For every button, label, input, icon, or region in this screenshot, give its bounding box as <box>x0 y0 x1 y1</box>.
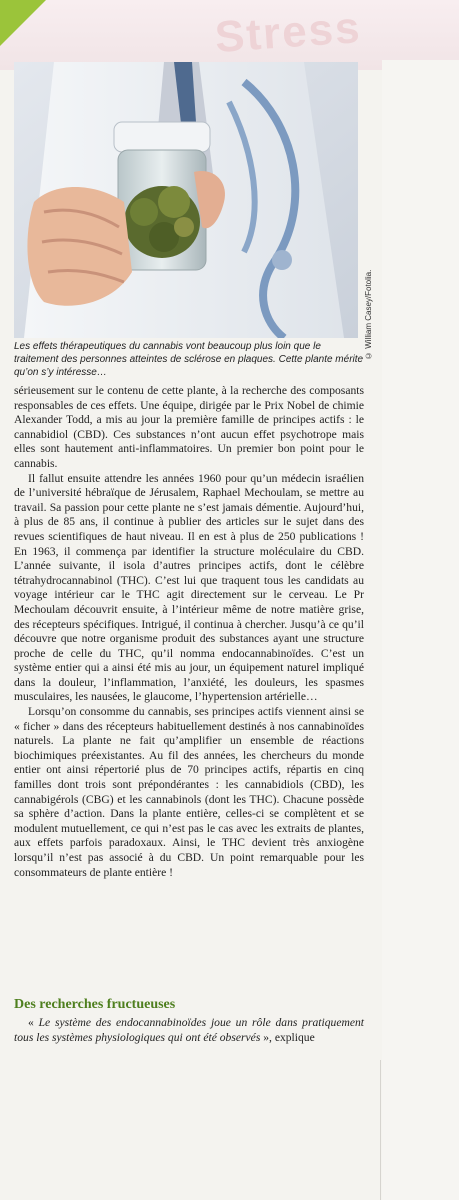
photo-illustration <box>14 62 358 338</box>
article-body <box>14 384 364 880</box>
page-fold-line <box>380 1060 381 1200</box>
section-quote-paragraph <box>14 1016 364 1045</box>
article-photo-doctor-cannabis-jar <box>14 62 358 338</box>
article-paragraph: Il fallut ensuite attendre les années 1960 pour qu’un médecin israélien de l’université hébraïque de Jérusalem, Raphael Mechoulam, se mettre au travail. Sa passion pour cette plante ne s’est jamais démentie. Aujourd’hui, à plus de 85 ans, il continue à publier des articles sur le sujet dans des revues scientifiques de haut niveau. Il en est à plus de 250 publications ! En 1963, il commença par identifier la structure moléculaire du CBD. L’année suivante, il isola d’autres principes actifs, dont le célèbre tétrahydrocannabinol (THC). C’est lui que traquent tous les candidats au voyage intérieur car le THC agit directement sur le cerveau. Le Pr Mechoulam découvrit ensuite, à l’intérieur même de notre matière grise, des récepteurs spécifiques. Intrigué, il continua à chercher. Jusqu’à ce qu’il découvre que notre organisme produit des substances ayant une structure proche de celle du THC, qu’il nomma endocannabinoïdes. C’est un système entier qui a ainsi été mis au jour, un équipement naturel impliqué dans la douleur, l’inflammation, l’anxiété, les douleurs, les spasmes musculaires, les nausées, le glaucome, l’hypertension artérielle… <box>14 471 364 704</box>
section-color-tab <box>0 0 46 46</box>
quote-close-mark: », explique <box>260 1030 315 1044</box>
article-paragraph: sérieusement sur le contenu de cette plante, à la recherche des composants responsables de ces effets. Une équipe, dirigée par le Prix Nobel de chimie Alexander Todd, a mis au jour la première famille de principes actifs : le cannabidiol (CBD). Ces substances n’ont aucun effet psychotrope mais elles sont hautement anti-inflammatoires. Un premier bon point pour le cannabis. <box>14 384 364 470</box>
photo-credit: © William Casey/Fotolia. <box>364 269 373 360</box>
section-heading: Des recherches fructueuses <box>14 997 176 1012</box>
quote-text: Le système des endocannabinoïdes joue un rôle dans pratiquement tous les systèmes physiologiques qui ont été observés <box>14 1016 364 1044</box>
photo-caption: Les effets thérapeutiques du cannabis vont beaucoup plus loin que le traitement des personnes atteintes de sclérose en plaques. Cette plante mérite qu’on s’y intéresse… <box>14 341 364 378</box>
quote-open-mark: « <box>28 1016 39 1029</box>
stress-watermark: Stress <box>213 2 364 63</box>
page-margin <box>382 60 459 1200</box>
article-paragraph: Lorsqu’on consomme du cannabis, ses principes actifs viennent ainsi se « ficher » dans des récepteurs habituellement destinés à nos cannabinoïdes naturels. La plante ne fait qu’amplifier un ensemble de réactions biochimiques préexistantes. Au fil des années, les chercheurs du monde entier ont ainsi répertorié plus de 70 principes actifs, répartis en cinq familles dont trois sont prépondérantes : les cannabidiols (CBD), les cannabigérols (CBG) et les cannabinols (dont les THC). Chacune possède sa sphère d’action. Dans la plante entière, celles-ci se complètent et se modulent mutuellement, ce qui n’est pas le cas avec les extraits de plantes, aux effets parfois paradoxaux. Ainsi, le THC devient très anxiogène lorsqu’il n’est pas associé à du CBD. Un point remarquable pour les consommateurs de plante entière ! <box>14 705 364 879</box>
